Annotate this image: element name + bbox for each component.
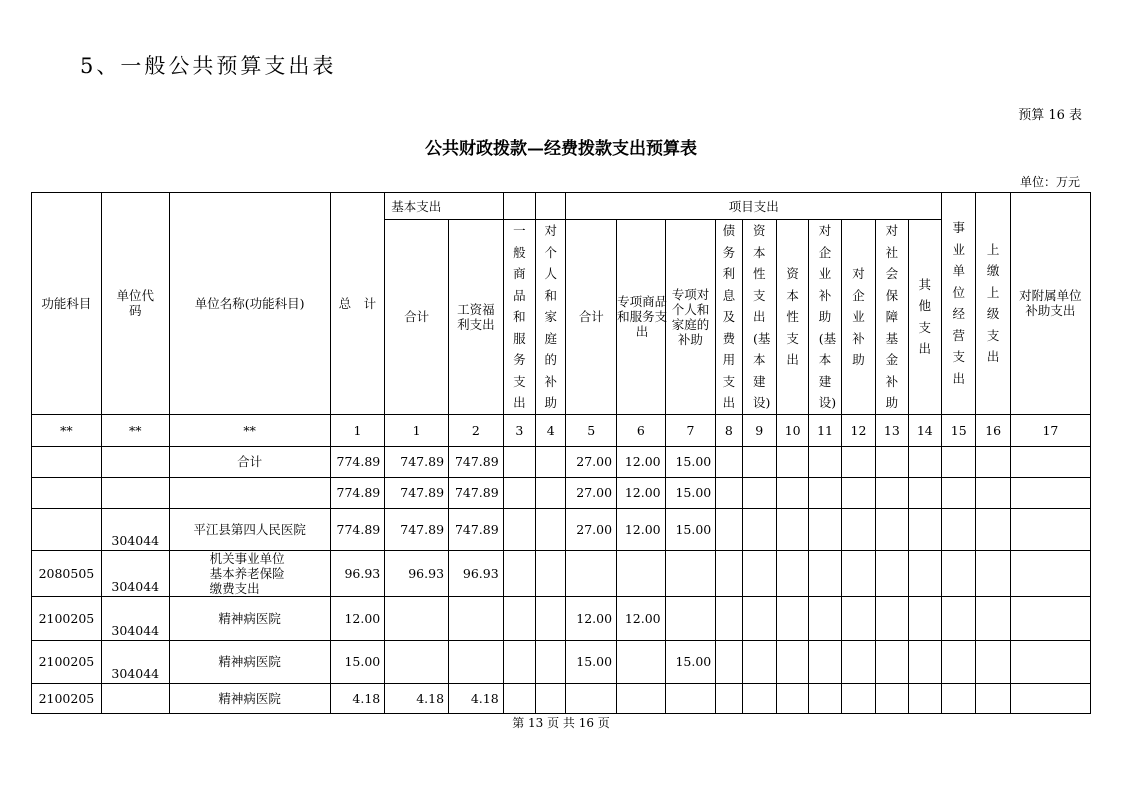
cell-empty bbox=[876, 640, 908, 683]
cell-goods bbox=[503, 550, 535, 596]
index-cell: 7 bbox=[665, 414, 716, 446]
cell-empty bbox=[976, 596, 1010, 640]
index-cell: 17 bbox=[1010, 414, 1090, 446]
cell-total: 774.89 bbox=[330, 477, 385, 508]
header-unit-code: 单位代码 bbox=[101, 193, 169, 415]
cell-empty bbox=[976, 683, 1010, 713]
cell-wage: 4.18 bbox=[449, 683, 504, 713]
cell-personal bbox=[536, 550, 566, 596]
cell-unit-code: 304044 bbox=[101, 596, 169, 640]
index-cell: 15 bbox=[942, 414, 976, 446]
cell-empty bbox=[942, 640, 976, 683]
header-blank-a bbox=[503, 193, 535, 220]
cell-empty bbox=[716, 446, 742, 477]
cell-empty bbox=[809, 477, 841, 508]
cell-empty bbox=[841, 508, 875, 550]
cell-empty bbox=[908, 596, 941, 640]
cell-empty bbox=[742, 683, 776, 713]
cell-special-goods: 12.00 bbox=[617, 446, 666, 477]
cell-empty bbox=[809, 550, 841, 596]
cell-empty bbox=[841, 446, 875, 477]
cell-empty bbox=[776, 640, 808, 683]
header-enterprise: 对企业补助 bbox=[841, 220, 875, 415]
cell-special-goods: 12.00 bbox=[617, 477, 666, 508]
cell-unit-name bbox=[169, 477, 330, 508]
cell-personal bbox=[536, 596, 566, 640]
cell-func-code bbox=[32, 508, 102, 550]
index-cell: 5 bbox=[566, 414, 617, 446]
index-cell: 8 bbox=[716, 414, 742, 446]
cell-empty bbox=[809, 508, 841, 550]
cell-empty bbox=[1010, 596, 1090, 640]
index-cell: 12 bbox=[841, 414, 875, 446]
cell-basic-sum: 747.89 bbox=[385, 477, 449, 508]
cell-personal bbox=[536, 446, 566, 477]
cell-special-goods: 12.00 bbox=[617, 596, 666, 640]
cell-empty bbox=[742, 508, 776, 550]
cell-unit-name: 精神病医院 bbox=[169, 683, 330, 713]
index-cell: 3 bbox=[503, 414, 535, 446]
header-project: 项目支出 bbox=[566, 193, 942, 220]
index-cell: ** bbox=[32, 414, 102, 446]
cell-empty bbox=[841, 596, 875, 640]
cell-empty bbox=[1010, 446, 1090, 477]
cell-empty bbox=[942, 446, 976, 477]
header-basic: 基本支出 bbox=[385, 193, 503, 220]
header-other: 其他支出 bbox=[908, 220, 941, 415]
header-special-personal: 专项对个人和家庭的补助 bbox=[665, 220, 716, 415]
cell-basic-sum: 4.18 bbox=[385, 683, 449, 713]
index-cell: 10 bbox=[776, 414, 808, 446]
cell-special-goods bbox=[617, 683, 666, 713]
cell-func-code: 2100205 bbox=[32, 683, 102, 713]
cell-empty bbox=[841, 550, 875, 596]
cell-basic-sum: 96.93 bbox=[385, 550, 449, 596]
cell-unit-code: 304044 bbox=[101, 640, 169, 683]
cell-empty bbox=[776, 596, 808, 640]
cell-empty bbox=[776, 446, 808, 477]
cell-special-personal: 15.00 bbox=[665, 446, 716, 477]
index-row bbox=[32, 414, 1091, 446]
table-row bbox=[32, 508, 1091, 550]
header-enterprise-build: 对企业补助(基本建设) bbox=[809, 220, 841, 415]
cell-special-personal bbox=[665, 596, 716, 640]
cell-empty bbox=[742, 477, 776, 508]
cell-func-code bbox=[32, 477, 102, 508]
cell-special-personal bbox=[665, 683, 716, 713]
cell-empty bbox=[716, 640, 742, 683]
header-special-goods: 专项商品和服务支出 bbox=[617, 220, 666, 415]
cell-proj-sum: 15.00 bbox=[566, 640, 617, 683]
cell-empty bbox=[776, 683, 808, 713]
cell-empty bbox=[976, 550, 1010, 596]
table-row bbox=[32, 477, 1091, 508]
unit-label: 单位：万元 bbox=[1019, 175, 1080, 189]
index-cell: 11 bbox=[809, 414, 841, 446]
cell-empty bbox=[809, 640, 841, 683]
cell-empty bbox=[841, 477, 875, 508]
cell-total: 4.18 bbox=[330, 683, 385, 713]
cell-empty bbox=[942, 508, 976, 550]
cell-basic-sum: 747.89 bbox=[385, 508, 449, 550]
cell-empty bbox=[716, 550, 742, 596]
cell-proj-sum: 27.00 bbox=[566, 446, 617, 477]
cell-empty bbox=[976, 477, 1010, 508]
cell-func-code: 2100205 bbox=[32, 640, 102, 683]
cell-special-personal bbox=[665, 550, 716, 596]
cell-empty bbox=[908, 508, 941, 550]
cell-func-code bbox=[32, 446, 102, 477]
cell-func-code: 2100205 bbox=[32, 596, 102, 640]
cell-personal bbox=[536, 477, 566, 508]
cell-wage bbox=[449, 596, 504, 640]
cell-empty bbox=[742, 640, 776, 683]
header-affiliated: 对附属单位补助支出 bbox=[1010, 193, 1090, 415]
cell-goods bbox=[503, 508, 535, 550]
cell-empty bbox=[1010, 683, 1090, 713]
cell-unit-code bbox=[101, 446, 169, 477]
header-wage: 工资福利支出 bbox=[449, 220, 504, 415]
cell-empty bbox=[876, 550, 908, 596]
table-row bbox=[32, 640, 1091, 683]
cell-empty bbox=[809, 596, 841, 640]
cell-empty bbox=[908, 477, 941, 508]
table-row bbox=[32, 446, 1091, 477]
cell-special-personal: 15.00 bbox=[665, 640, 716, 683]
header-debt: 债务利息及费用支出 bbox=[716, 220, 742, 415]
cell-func-code: 2080505 bbox=[32, 550, 102, 596]
cell-goods bbox=[503, 477, 535, 508]
cell-personal bbox=[536, 683, 566, 713]
cell-empty bbox=[908, 550, 941, 596]
cell-empty bbox=[976, 446, 1010, 477]
header-blank-b bbox=[536, 193, 566, 220]
cell-basic-sum bbox=[385, 596, 449, 640]
cell-empty bbox=[942, 683, 976, 713]
cell-empty bbox=[776, 477, 808, 508]
section-title: 5、一般公共预算支出表 bbox=[80, 54, 337, 78]
cell-unit-code: 304044 bbox=[101, 508, 169, 550]
table-row bbox=[32, 596, 1091, 640]
cell-empty bbox=[942, 477, 976, 508]
header-personal: 对个人和家庭的补助 bbox=[536, 220, 566, 415]
cell-empty bbox=[809, 683, 841, 713]
cell-empty bbox=[716, 596, 742, 640]
index-cell: 13 bbox=[876, 414, 908, 446]
cell-unit-name: 平江县第四人民医院 bbox=[169, 508, 330, 550]
index-cell: 1 bbox=[330, 414, 385, 446]
cell-empty bbox=[876, 508, 908, 550]
cell-total: 774.89 bbox=[330, 446, 385, 477]
cell-proj-sum: 12.00 bbox=[566, 596, 617, 640]
cell-empty bbox=[876, 683, 908, 713]
header-func-code: 功能科目 bbox=[32, 193, 102, 415]
cell-empty bbox=[716, 508, 742, 550]
table-row bbox=[32, 683, 1091, 713]
index-cell: 16 bbox=[976, 414, 1010, 446]
page-title: 公共财政拨款—经费拨款支出预算表 bbox=[425, 139, 697, 159]
cell-total: 12.00 bbox=[330, 596, 385, 640]
cell-goods bbox=[503, 640, 535, 683]
cell-empty bbox=[841, 640, 875, 683]
cell-empty bbox=[876, 477, 908, 508]
cell-proj-sum: 27.00 bbox=[566, 508, 617, 550]
cell-special-personal: 15.00 bbox=[665, 477, 716, 508]
cell-empty bbox=[1010, 477, 1090, 508]
header-social: 对社会保障基金补助 bbox=[876, 220, 908, 415]
cell-special-goods bbox=[617, 550, 666, 596]
cell-personal bbox=[536, 640, 566, 683]
cell-unit-name: 合计 bbox=[169, 446, 330, 477]
cell-total: 96.93 bbox=[330, 550, 385, 596]
index-cell: ** bbox=[101, 414, 169, 446]
cell-unit-name: 精神病医院 bbox=[169, 596, 330, 640]
cell-empty bbox=[976, 640, 1010, 683]
cell-empty bbox=[976, 508, 1010, 550]
cell-empty bbox=[908, 446, 941, 477]
cell-proj-sum bbox=[566, 550, 617, 596]
header-basic-sum: 合计 bbox=[385, 220, 449, 415]
cell-special-personal: 15.00 bbox=[665, 508, 716, 550]
budget-table bbox=[31, 192, 1091, 714]
index-cell: 1 bbox=[385, 414, 449, 446]
cell-wage: 747.89 bbox=[449, 446, 504, 477]
header-upper: 上缴上级支出 bbox=[976, 193, 1010, 415]
index-cell: 4 bbox=[536, 414, 566, 446]
cell-total: 774.89 bbox=[330, 508, 385, 550]
cell-goods bbox=[503, 446, 535, 477]
cell-wage: 747.89 bbox=[449, 508, 504, 550]
header-capital: 资本性支出 bbox=[776, 220, 808, 415]
table-row bbox=[32, 550, 1091, 596]
cell-proj-sum bbox=[566, 683, 617, 713]
table-number: 预算 16 表 bbox=[1018, 108, 1082, 123]
index-cell: 9 bbox=[742, 414, 776, 446]
cell-empty bbox=[1010, 508, 1090, 550]
cell-goods bbox=[503, 683, 535, 713]
cell-unit-name: 机关事业单位基本养老保险缴费支出 bbox=[169, 550, 330, 596]
cell-empty bbox=[809, 446, 841, 477]
header-total: 总 计 bbox=[330, 193, 385, 415]
cell-empty bbox=[1010, 550, 1090, 596]
header-business: 事业单位经营支出 bbox=[942, 193, 976, 415]
cell-total: 15.00 bbox=[330, 640, 385, 683]
cell-unit-name: 精神病医院 bbox=[169, 640, 330, 683]
cell-special-goods bbox=[617, 640, 666, 683]
cell-empty bbox=[942, 550, 976, 596]
cell-basic-sum: 747.89 bbox=[385, 446, 449, 477]
header-proj-sum: 合计 bbox=[566, 220, 617, 415]
cell-empty bbox=[776, 508, 808, 550]
cell-unit-code: 304044 bbox=[101, 550, 169, 596]
header-unit-name: 单位名称(功能科目) bbox=[169, 193, 330, 415]
cell-empty bbox=[742, 446, 776, 477]
header-goods: 一般商品和服务支出 bbox=[503, 220, 535, 415]
cell-goods bbox=[503, 596, 535, 640]
cell-unit-code bbox=[101, 683, 169, 713]
index-cell: ** bbox=[169, 414, 330, 446]
cell-empty bbox=[942, 596, 976, 640]
cell-special-goods: 12.00 bbox=[617, 508, 666, 550]
cell-unit-code bbox=[101, 477, 169, 508]
cell-wage bbox=[449, 640, 504, 683]
cell-empty bbox=[876, 596, 908, 640]
cell-empty bbox=[876, 446, 908, 477]
cell-empty bbox=[716, 477, 742, 508]
cell-proj-sum: 27.00 bbox=[566, 477, 617, 508]
header-capital-build: 资本性支出(基本建设) bbox=[742, 220, 776, 415]
cell-wage: 747.89 bbox=[449, 477, 504, 508]
index-cell: 14 bbox=[908, 414, 941, 446]
cell-empty bbox=[776, 550, 808, 596]
cell-basic-sum bbox=[385, 640, 449, 683]
cell-empty bbox=[716, 683, 742, 713]
cell-empty bbox=[908, 683, 941, 713]
cell-personal bbox=[536, 508, 566, 550]
cell-empty bbox=[841, 683, 875, 713]
cell-wage: 96.93 bbox=[449, 550, 504, 596]
cell-empty bbox=[908, 640, 941, 683]
cell-empty bbox=[742, 550, 776, 596]
index-cell: 2 bbox=[449, 414, 504, 446]
cell-empty bbox=[1010, 640, 1090, 683]
cell-empty bbox=[742, 596, 776, 640]
page-footer: 第 13 页 共 16 页 bbox=[512, 716, 610, 730]
index-cell: 6 bbox=[617, 414, 666, 446]
